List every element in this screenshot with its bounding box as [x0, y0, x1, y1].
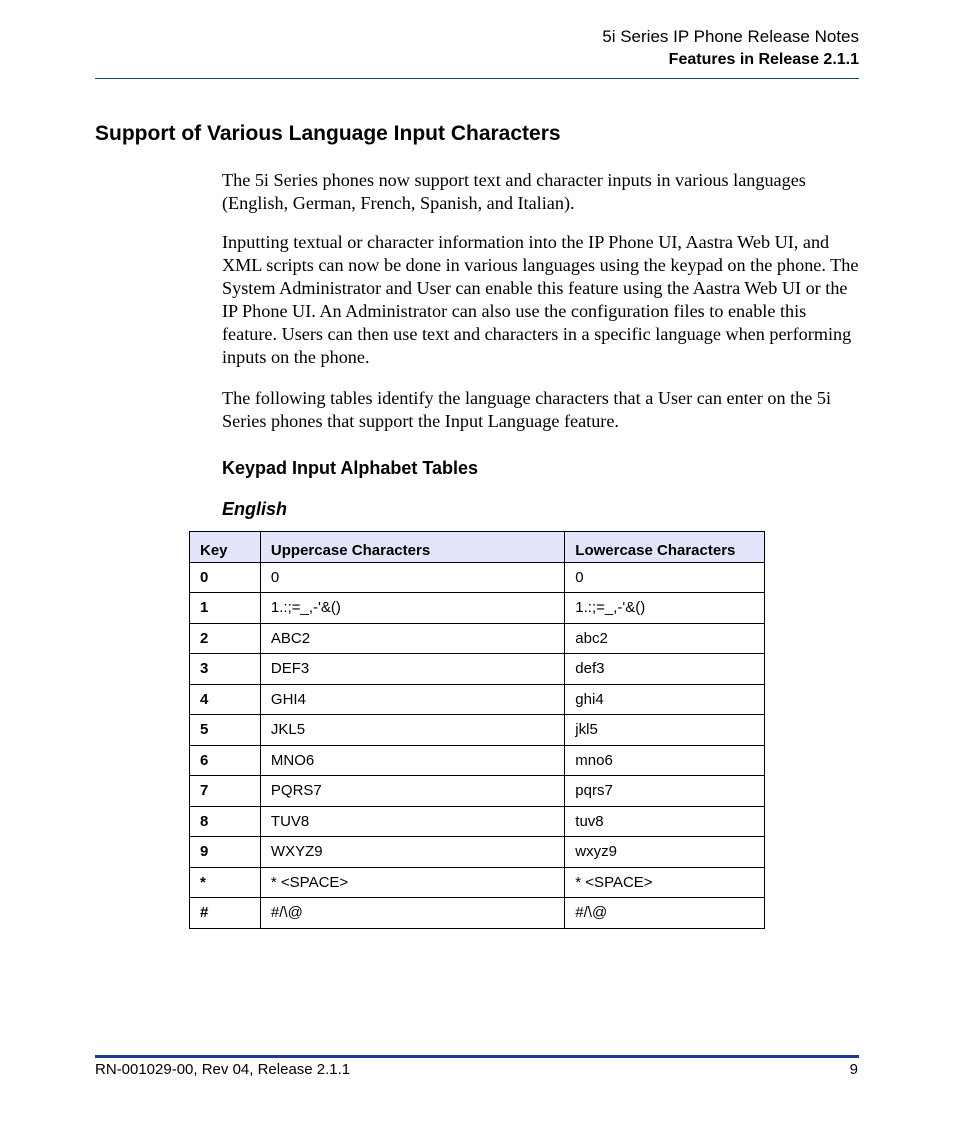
table-header-row	[190, 532, 765, 563]
column-header-lowercase: Lowercase Characters	[565, 532, 765, 563]
lowercase-cell: #/\@	[565, 898, 765, 929]
uppercase-cell: TUV8	[260, 806, 564, 837]
lowercase-cell: abc2	[565, 623, 765, 654]
lowercase-cell: 0	[565, 562, 765, 593]
key-cell: 1	[190, 593, 261, 624]
table-row	[190, 776, 765, 807]
uppercase-cell: ABC2	[260, 623, 564, 654]
table-row	[190, 837, 765, 868]
uppercase-cell: PQRS7	[260, 776, 564, 807]
footer-divider	[95, 1055, 859, 1058]
lowercase-cell: ghi4	[565, 684, 765, 715]
uppercase-cell: #/\@	[260, 898, 564, 929]
uppercase-cell: * <SPACE>	[260, 867, 564, 898]
page-header	[95, 26, 859, 72]
lowercase-cell: def3	[565, 654, 765, 685]
lowercase-cell: mno6	[565, 745, 765, 776]
key-cell: 2	[190, 623, 261, 654]
chapter-title: Features in Release 2.1.1	[668, 51, 859, 68]
key-cell: 9	[190, 837, 261, 868]
lowercase-cell: jkl5	[565, 715, 765, 746]
table-row	[190, 867, 765, 898]
document-title: 5i Series IP Phone Release Notes	[602, 27, 859, 46]
column-header-key: Key	[190, 532, 261, 563]
lowercase-cell: * <SPACE>	[565, 867, 765, 898]
key-cell: 3	[190, 654, 261, 685]
key-cell: 8	[190, 806, 261, 837]
table-row	[190, 562, 765, 593]
table-row	[190, 745, 765, 776]
uppercase-cell: DEF3	[260, 654, 564, 685]
keypad-input-table	[189, 531, 765, 929]
key-cell: 7	[190, 776, 261, 807]
column-header-uppercase: Uppercase Characters	[260, 532, 564, 563]
lowercase-cell: 1.:;=_,-'&()	[565, 593, 765, 624]
lowercase-cell: tuv8	[565, 806, 765, 837]
table-row	[190, 623, 765, 654]
page-number: 9	[849, 1061, 858, 1078]
key-cell: 4	[190, 684, 261, 715]
uppercase-cell: 1.:;=_,-'&()	[260, 593, 564, 624]
uppercase-cell: JKL5	[260, 715, 564, 746]
subsection-heading: Keypad Input Alphabet Tables	[222, 458, 479, 478]
description-paragraph: Inputting textual or character information into the IP Phone UI, Aastra Web UI, and XML scripts can now be done in various languages using the keypad on the phone. The System Administrator and User can enable this feature using the Aastra Web UI or the IP Phone UI. An Administrator can also use the configuration files to enable this feature. Users can then use text and characters in a specific language when performing inputs on the phone.	[222, 232, 859, 367]
table-row	[190, 806, 765, 837]
table-body	[190, 562, 765, 928]
intro-paragraph: The 5i Series phones now support text and character inputs in various languages (English, German, French, Spanish, and Italian).	[222, 170, 806, 213]
table-row	[190, 715, 765, 746]
uppercase-cell: MNO6	[260, 745, 564, 776]
uppercase-cell: WXYZ9	[260, 837, 564, 868]
key-cell: 0	[190, 562, 261, 593]
key-cell: 6	[190, 745, 261, 776]
section-title: Support of Various Language Input Characters	[95, 122, 561, 145]
table-heading: English	[222, 499, 288, 519]
key-cell: *	[190, 867, 261, 898]
table-row	[190, 593, 765, 624]
table-row	[190, 684, 765, 715]
key-cell: #	[190, 898, 261, 929]
tables-intro-paragraph: The following tables identify the language characters that a User can enter on the 5i Series phones that support the Input Language feature.	[222, 388, 832, 431]
header-divider	[95, 78, 859, 79]
uppercase-cell: 0	[260, 562, 564, 593]
lowercase-cell: wxyz9	[565, 837, 765, 868]
table-row	[190, 898, 765, 929]
footer-doc-id: RN-001029-00, Rev 04, Release 2.1.1	[95, 1061, 351, 1078]
table-row	[190, 654, 765, 685]
uppercase-cell: GHI4	[260, 684, 564, 715]
lowercase-cell: pqrs7	[565, 776, 765, 807]
key-cell: 5	[190, 715, 261, 746]
